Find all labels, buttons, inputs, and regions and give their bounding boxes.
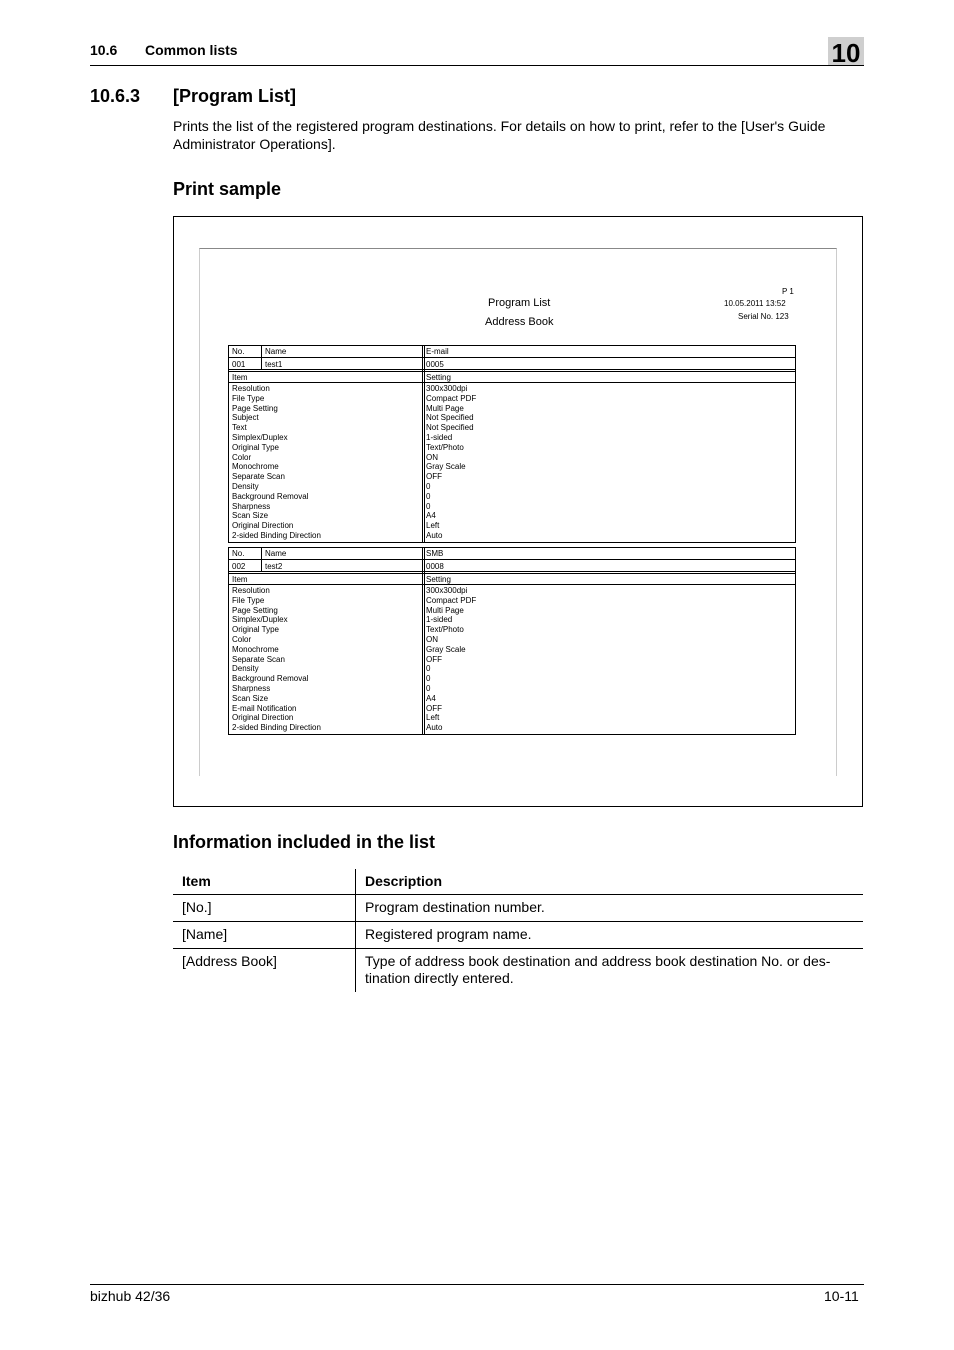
info-heading: Information included in the list: [173, 832, 436, 852]
section-title: [90, 86, 296, 107]
sample-serial: Serial No. 123: [738, 312, 789, 321]
info-row-description: Type of address book destination and address book destination No. or des- tination directly entered.: [365, 953, 831, 986]
info-row-item: [No.]: [173, 895, 356, 922]
sample-1-dest: 0005: [426, 360, 444, 369]
sample-table-2-rule: [228, 573, 796, 574]
sample-1-header-item: Item: [232, 373, 248, 382]
header-section-number: 10.6: [90, 42, 118, 58]
sample-table-2-divider: [422, 547, 423, 735]
sample-2-dest: 0008: [426, 562, 444, 571]
sample-datetime: 10.05.2011 13:52: [724, 299, 786, 308]
header-rule: [90, 65, 864, 66]
info-row-item: [Address Book]: [173, 949, 356, 993]
sample-2-name: test2: [265, 562, 283, 571]
sample-table-1-divider: [424, 345, 425, 543]
sample-2-settings: 300x300dpi Compact PDF Multi Page 1-sided Text/Photo ON Gray Scale OFF 0 0 0 A4 OFF Left Auto: [426, 586, 477, 733]
info-col-description: Description: [356, 869, 864, 895]
chapter-number-badge: 10: [828, 37, 864, 65]
table-row: [173, 922, 863, 949]
sample-table-1-rule: [228, 357, 796, 358]
sample-1-settings: 300x300dpi Compact PDF Multi Page Not Specified Not Specified 1-sided Text/Photo ON Gray Scale OFF 0 0 0 A4 Left Auto: [426, 384, 477, 540]
sample-subtitle: Address Book: [485, 316, 554, 328]
sample-table-1-rule: [228, 371, 796, 372]
info-col-item: Item: [173, 869, 356, 895]
info-table: [173, 869, 863, 992]
table-row: [173, 895, 863, 922]
sample-2-header-no: No.: [232, 549, 245, 558]
running-header: [90, 42, 238, 58]
sample-1-header-dest: E-mail: [426, 347, 449, 356]
section-number: 10.6.3: [90, 86, 141, 106]
sample-2-no: 002: [232, 562, 246, 571]
table-row: [173, 949, 863, 993]
sample-page-number: P 1: [782, 287, 794, 296]
intro-paragraph: Prints the list of the registered program destinations. For details on how to print, refer to the [User's Guide Administrator Operations].: [173, 118, 826, 152]
sample-1-items: Resolution File Type Page Setting Subject Text Simplex/Duplex Original Type Color Monochrome Separate Scan Density Background Removal Sharpness Scan Size Original Direction 2-sided Binding Direction: [232, 384, 321, 540]
sample-table-1-rule: [228, 369, 796, 370]
sample-table-2-rule: [228, 571, 796, 572]
footer-product-name: bizhub 42/36: [90, 1288, 171, 1304]
sample-1-header-setting: Setting: [426, 373, 451, 382]
sample-2-header-setting: Setting: [426, 575, 451, 584]
sample-table-2-rule: [228, 584, 796, 585]
sample-table-1-divider: [261, 345, 262, 369]
sample-1-header-name: Name: [265, 347, 287, 356]
sample-2-header-name: Name: [265, 549, 287, 558]
info-row-item: [Name]: [173, 922, 356, 949]
footer-page-number: 10-11: [824, 1288, 859, 1304]
sample-table-2-divider: [424, 547, 425, 735]
sample-table-1-divider: [422, 345, 423, 543]
sample-title: Program List: [488, 297, 551, 309]
header-section-title: Common lists: [145, 42, 238, 58]
info-row-description: Registered program name.: [356, 922, 864, 949]
sample-1-name: test1: [265, 360, 283, 369]
footer-rule: [90, 1284, 864, 1285]
sample-2-items: Resolution File Type Page Setting Simplex/Duplex Original Type Color Monochrome Separate Scan Density Background Removal Sharpness Scan Size E-mail Notification Original Direction 2-sided Binding Direction: [232, 586, 321, 733]
sample-table-2-rule: [228, 559, 796, 560]
sample-2-header-item: Item: [232, 575, 248, 584]
sample-1-header-no: No.: [232, 347, 245, 356]
section-title-text: [Program List]: [173, 86, 297, 106]
info-table-header-row: [173, 869, 863, 895]
info-row-description: Program destination number.: [356, 895, 864, 922]
print-sample-heading: Print sample: [173, 179, 282, 199]
sample-1-no: 001: [232, 360, 246, 369]
sample-table-2-divider: [261, 547, 262, 571]
sample-2-header-dest: SMB: [426, 549, 444, 558]
sample-table-1-rule: [228, 382, 796, 383]
